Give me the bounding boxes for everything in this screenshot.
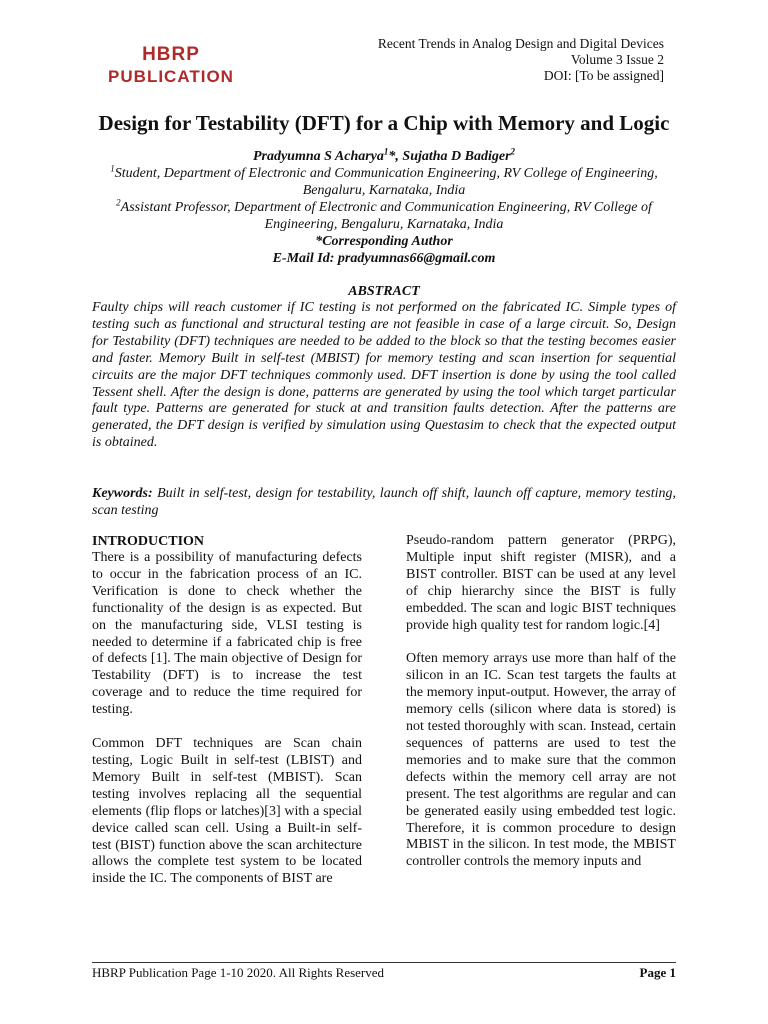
author-1-mark: *, [388, 149, 403, 164]
paper-title: Design for Testability (DFT) for a Chip with Memory and Logic [98, 111, 670, 135]
author-1-sup: 1 [383, 146, 389, 157]
author-2: Sujatha D Badiger [402, 149, 511, 164]
footer-copyright: HBRP Publication Page 1-10 2020. All Rights Reserved [92, 965, 385, 980]
footer-divider [92, 962, 676, 963]
journal-volume: Volume 3 Issue 2 [570, 52, 664, 67]
affiliation-2 [90, 199, 678, 233]
logo-line-1: HBRP [142, 44, 200, 65]
affiliation-1 [90, 165, 678, 199]
right-paragraph-1: Pseudo-random pattern generator (PRPG), Multiple input shift register (MISR), and a BIST controller. BIST can be used at any level of chip hierarchy since the BIST is fully embedded. The scan and logic BIST techniques provide high quality test for random logic.[4] [406, 533, 676, 633]
affiliation-1-sup: 1 [110, 163, 115, 174]
author-email: E-Mail Id: pradyumnas66@gmail.com [272, 251, 496, 266]
journal-name: Recent Trends in Analog Design and Digital Devices [377, 36, 664, 51]
publisher-logo [96, 44, 246, 88]
abstract-text: Faulty chips will reach customer if IC testing is not performed on the fabricated IC. Simple types of testing such as functional and structural testing are not feasible in case of a large circuit. So, Design for Testability (DFT) techniques are needed to be added to the block so that the testing becomes easier and faster. Memory Built in self-test (MBIST) for memory testing and scan insertion for sequential circuits are the major DFT techniques commonly used. DFT insertion is done by using the tool called Tessent shell. After the design is done, patterns are generated by using the tool which target particular fault type. Patterns are generated for stuck at and transition faults detection. After the patterns are generated, the DFT design is verified by simulation using Questasim to check that the expected output is obtained. [92, 300, 676, 451]
corresponding-author: *Corresponding Author [315, 234, 453, 249]
author-1: Pradyumna S Acharya [252, 149, 384, 164]
journal-doi: DOI: [To be assigned] [543, 68, 664, 83]
footer-page-number: Page 1 [639, 965, 676, 980]
author-2-sup: 2 [510, 146, 516, 157]
keywords-colon: : [148, 486, 158, 501]
left-paragraph-1: There is a possibility of manufacturing defects to occur in the fabrication process of an IC. Verification is done to check whether the functionality of the design is as expected. But on the manufacturing side, VLSI testing is needed to determine if a fabricated chip is free of defects [1]. The main objective of Design for Testability (DFT) is to increase the test coverage and to reduce the time required for testing. [92, 550, 362, 718]
affiliation-2-sup: 2 [116, 197, 121, 208]
author-block [90, 148, 678, 267]
introduction-heading: INTRODUCTION [92, 534, 205, 549]
right-column [406, 533, 676, 888]
keywords-text: Built in self-test, design for testability, launch off shift, launch off capture, memory testing, scan testing [92, 486, 677, 518]
keywords-label: Keywords [92, 486, 148, 501]
abstract-heading: ABSTRACT [348, 284, 420, 299]
keywords [92, 485, 676, 519]
logo-line-2: PUBLICATION [108, 67, 234, 86]
author-names [90, 148, 678, 165]
journal-header [304, 36, 664, 84]
left-paragraph-2: Common DFT techniques are Scan chain testing, Logic Built in self-test (LBIST) and Memory Built in self-test (MBIST). Scan testing involves replacing all the sequential elements (flip flops or latches)[3] with a special device called scan cell. Using a Built-in self-test (BIST) function above the scan architecture allows the complete test system to be located inside the IC. The components of BIST are [92, 736, 362, 887]
right-paragraph-2: Often memory arrays use more than half of the silicon in an IC. Scan test targets the faults at the memory input-output. However, the array of memory cells (silicon where data is stored) is not tested thoroughly with scan. Instead, certain sequences of patterns are used to test the memories and to make sure that the common defects within the memory cell array are not present. The test algorithms are regular and can be generated easily using embedded test logic. Therefore, it is common procedure to design MBIST in the silicon. In test mode, the MBIST controller controls the memory inputs and [406, 651, 676, 870]
affiliation-2-text: Assistant Professor, Department of Electronic and Communication Engineering, RV College of Engineering, Bengaluru, Karnataka, India [120, 200, 652, 232]
left-column [92, 533, 362, 905]
affiliation-1-text: Student, Department of Electronic and Communication Engineering, RV College of Engineering, Bengaluru, Karnataka, India [114, 166, 658, 198]
